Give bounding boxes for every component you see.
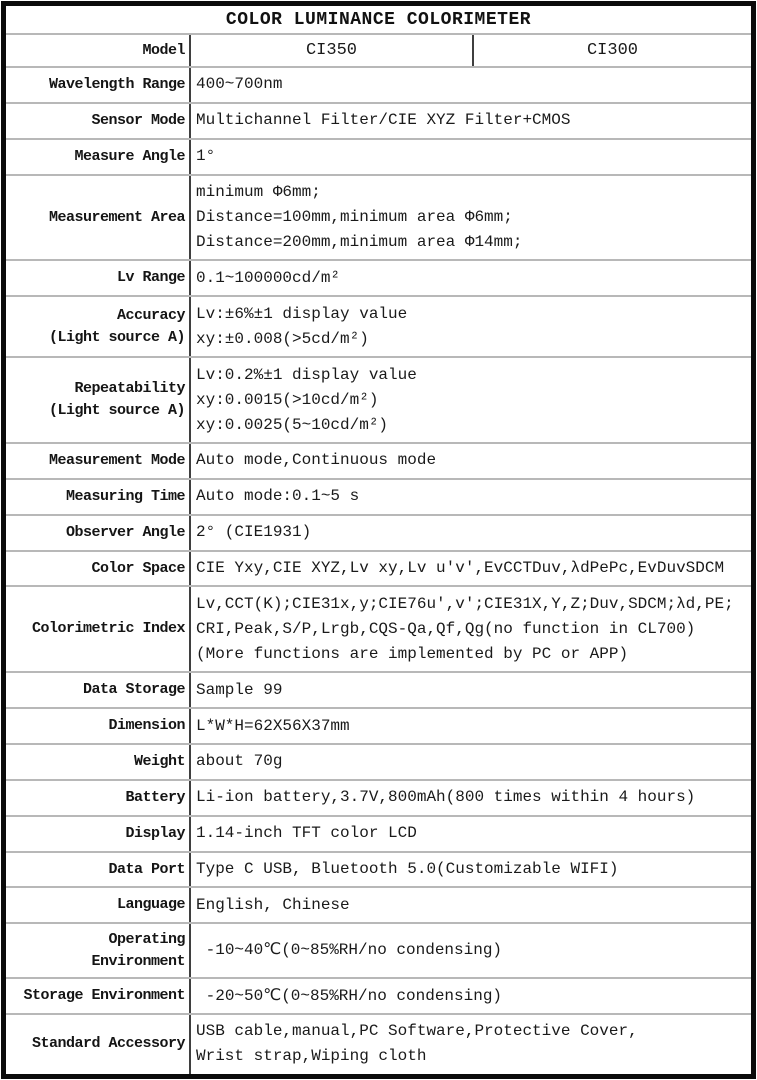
row-label-line: Display [125,824,185,842]
row-value [191,1015,751,1074]
table-row [6,295,751,356]
table-row [6,851,751,887]
row-value-line: 2° (CIE1931) [196,523,312,542]
row-label-line: Data Port [108,860,185,878]
row-value [191,673,751,707]
row-label [6,924,194,977]
row-value-line: Auto mode:0.1~5 s [196,487,360,506]
table-row [6,259,751,295]
row-label [6,587,191,671]
row-label [6,104,191,138]
row-value [191,261,751,295]
row-value [191,745,751,779]
row-value [191,176,751,260]
row-label [6,1015,191,1074]
row-label [6,444,191,478]
table-row [6,1013,751,1074]
row-value [191,358,751,442]
row-label [6,781,191,815]
row-value-line: (More functions are implemented by PC or APP) [196,644,629,663]
row-value-line: Li-ion battery,3.7V,800mAh(800 times within 4 hours) [196,788,696,807]
table-row [6,174,751,260]
row-label-line: Color Space [91,559,185,577]
row-label-line: Language [116,896,185,914]
row-label-line: Measure Angle [74,147,185,165]
table-row [6,585,751,671]
row-value-line: minimum Φ6mm; [196,183,321,201]
row-label-line: Measurement Mode [48,451,185,469]
model-name-ci350: CI350 [191,35,474,66]
row-label-line: Accuracy [116,306,185,324]
row-value-line: Type C USB, Bluetooth 5.0(Customizable WIFI) [196,860,619,879]
row-label [6,176,191,260]
row-value [191,104,751,138]
row-label-line: Repeatability [74,380,185,398]
row-value-line: xy:0.0015(>10cd/m²) [196,390,379,409]
row-label [6,480,191,514]
row-value-line: xy:±0.008(>5cd/m²) [196,329,369,348]
table-row [6,102,751,138]
row-value [191,297,751,356]
row-label-line: Storage Environment [23,987,185,1005]
row-value [191,68,751,102]
row-value [191,781,751,815]
row-value-line: 0.1~100000cd/m² [196,268,341,287]
row-label [6,261,191,295]
row-label [6,853,191,887]
row-label-line: Operating Environment [91,930,194,970]
row-label [6,979,191,1013]
row-value-line: 1.14-inch TFT color LCD [196,824,417,843]
row-label-line: Sensor Mode [91,111,185,129]
row-label-line: Wavelength Range [48,75,185,93]
row-label [6,297,191,356]
row-label [6,888,191,922]
row-value-line: 400~700nm [196,75,283,94]
row-label-line: Colorimetric Index [31,620,185,638]
row-label-line: Dimension [108,717,185,735]
row-label [6,745,191,779]
row-label [6,358,191,442]
row-label-line: Measuring Time [65,487,185,505]
row-value [191,924,751,977]
row-label [6,673,191,707]
table-row [6,356,751,442]
row-value [191,817,751,851]
table-row [6,922,751,977]
row-label [6,552,191,586]
row-value [191,480,751,514]
row-value [191,516,751,550]
table-row [6,815,751,851]
row-label-line: Battery [125,788,185,806]
row-value-line: Auto mode,Continuous mode [196,451,437,470]
row-value [191,552,751,586]
row-value-line: English, Chinese [196,895,350,914]
row-value-line: Wrist strap,Wiping cloth [196,1047,427,1066]
row-value-line: Multichannel Filter/CIE XYZ Filter+CMOS [196,111,571,130]
row-label [6,68,191,102]
model-row-values [191,35,751,66]
table-row [6,671,751,707]
table-row [6,779,751,815]
row-label [6,140,191,174]
row-value [191,979,751,1013]
model-row-label: Model [6,35,191,66]
row-label-line: (Light source A) [48,328,185,346]
row-label [6,709,191,743]
table-row [6,977,751,1013]
row-value [191,587,751,671]
row-value-line: Lv,CCT(K);CIE31x,y;CIE76u',v';CIE31X,Y,Z;Duv,SDCM;λd,PE; [196,594,734,613]
row-label-line: Data Storage [82,681,185,699]
model-row [6,33,751,66]
table-row [6,478,751,514]
table-row [6,442,751,478]
row-value-line: CIE Yxy,CIE XYZ,Lv xy,Lv u'v',EvCCTDuv,λdPePc,EvDuvSDCM [196,559,725,578]
table-row [6,886,751,922]
row-label-line: Measurement Area [48,208,185,226]
row-value-line: -10~40℃(0~85%RH/no condensing) [196,941,503,960]
table-row [6,514,751,550]
row-value-line: Lv:±6%±1 display value [196,304,408,323]
row-value-line: Distance=100mm,minimum area Φ6mm; [196,208,513,226]
table-row [6,743,751,779]
model-name-ci300: CI300 [586,41,638,60]
table-row [6,550,751,586]
row-label-line: Lv Range [116,269,185,287]
row-value [191,888,751,922]
row-value-line: L*W*H=62X56X37mm [196,716,350,735]
row-label-line: Observer Angle [65,523,185,541]
row-value-line: Sample 99 [196,680,283,699]
row-value-line: 1° [196,147,216,166]
table-title: COLOR LUMINANCE COLORIMETER [225,10,532,30]
row-value-line: Lv:0.2%±1 display value [196,365,417,384]
row-label-line: Standard Accessory [31,1035,185,1053]
row-value [191,140,751,174]
row-value-line: xy:0.0025(5~10cd/m²) [196,415,389,434]
table-row [6,138,751,174]
row-value [191,709,751,743]
row-label-line: Weight [133,752,185,770]
spec-table [1,1,756,1079]
table-row [6,66,751,102]
row-value-line: about 70g [196,752,283,771]
row-value [191,444,751,478]
row-value-line: Distance=200mm,minimum area Φ14mm; [196,233,523,251]
row-value-line: -20~50℃(0~85%RH/no condensing) [196,986,503,1005]
row-value-line: CRI,Peak,S/P,Lrgb,CQS-Qa,Qf,Qg(no function in CL700) [196,619,696,638]
row-value-line: USB cable,manual,PC Software,Protective Cover, [196,1022,638,1041]
row-value [191,853,751,887]
table-row [6,707,751,743]
row-label [6,817,191,851]
row-label-line: (Light source A) [48,402,185,420]
row-label [6,516,191,550]
